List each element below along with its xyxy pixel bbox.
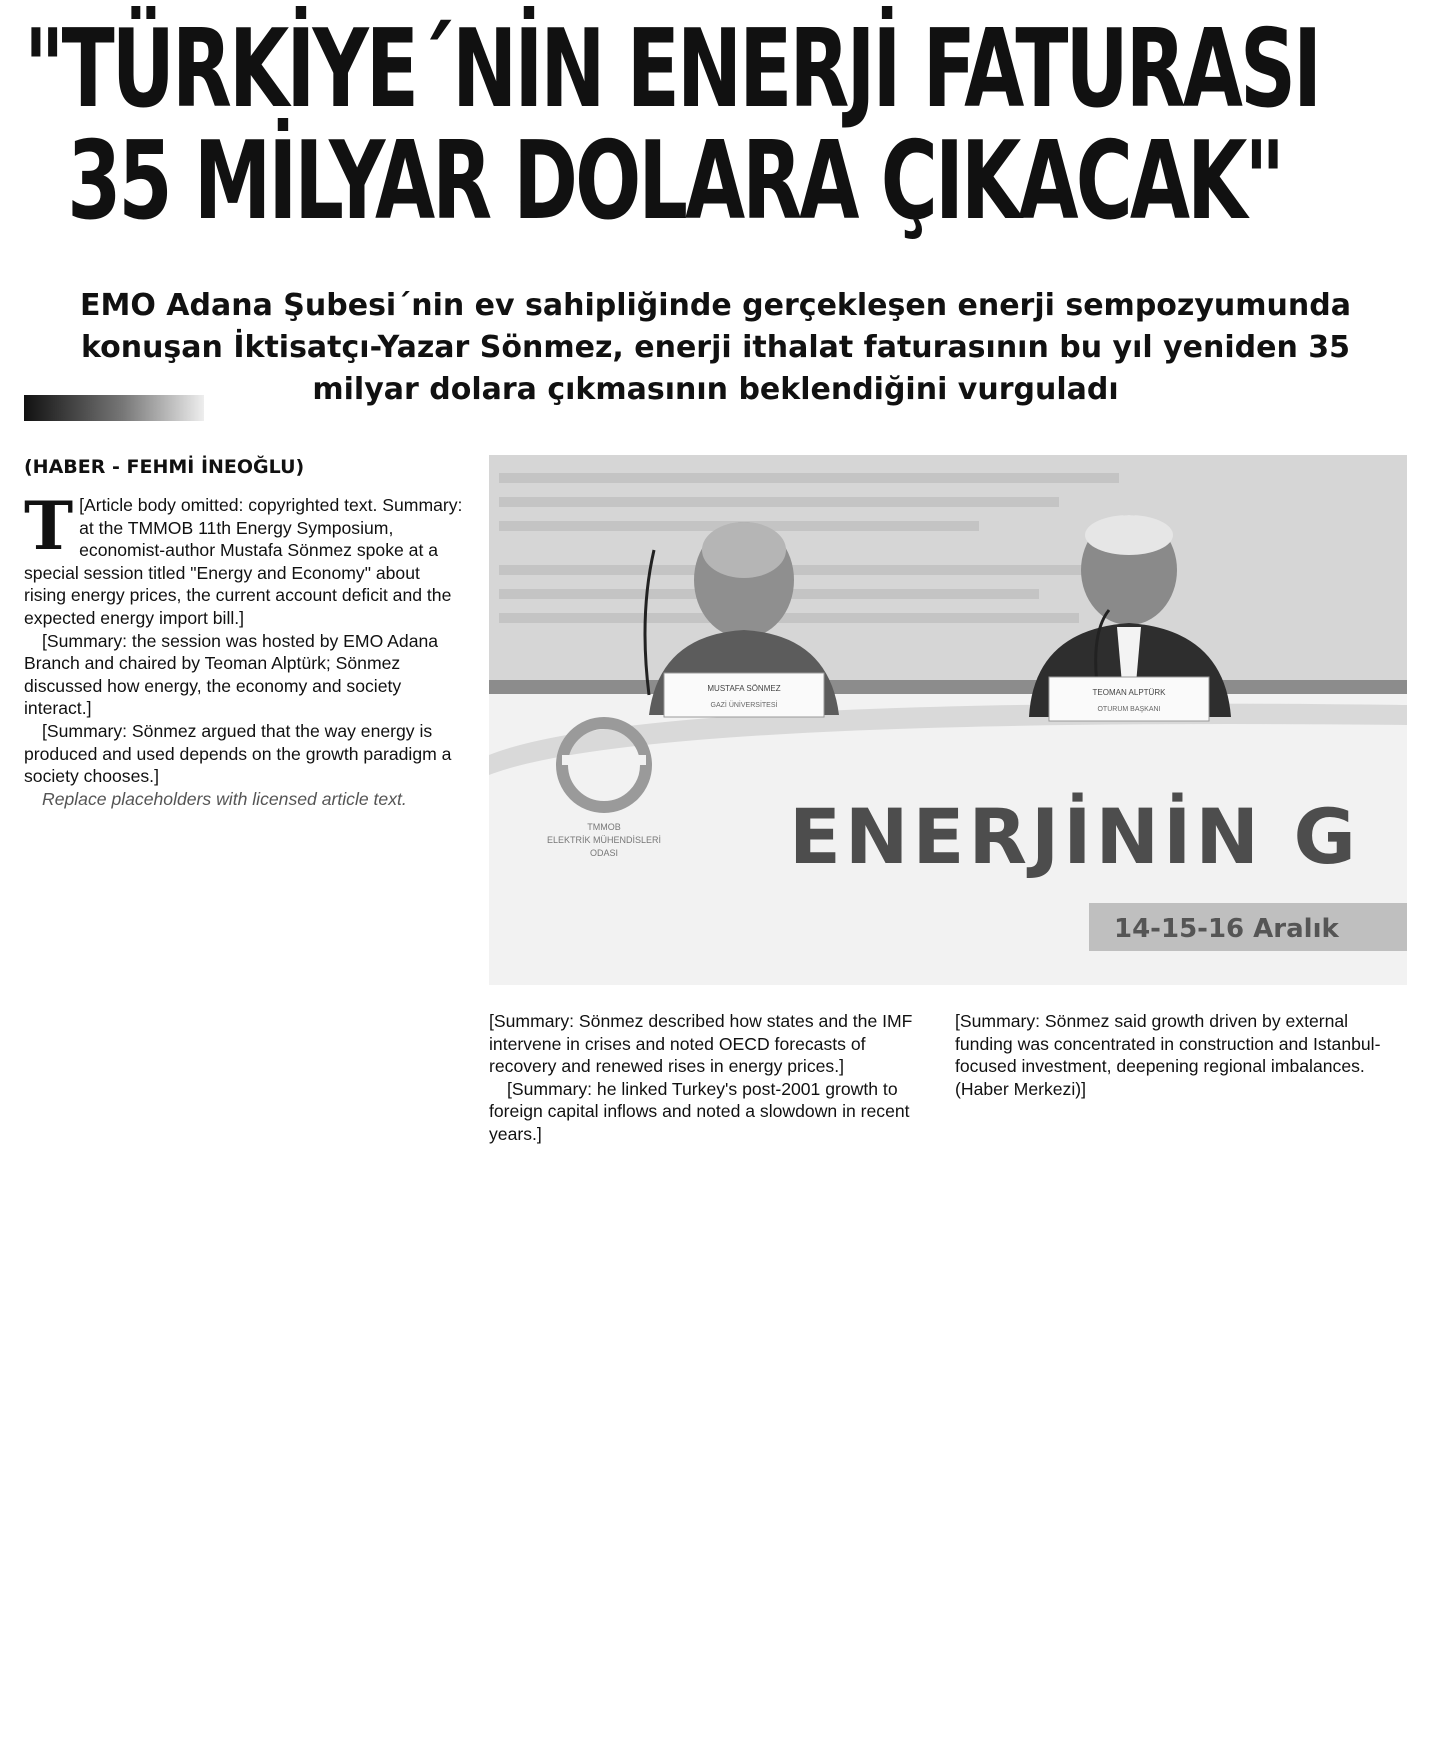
logo-text: ELEKTRİK MÜHENDİSLERİ — [546, 835, 662, 845]
nameplate-text: GAZİ ÜNİVERSİTESİ — [710, 702, 778, 709]
subheading: EMO Adana Şubesi´nin ev sahipliğinde gerçekleşen enerji sempozyumunda konuşan İktisatçı-Yazar Sönmez, enerji ithalat faturasının bu yıl yeniden 35 milyar dolara çıkmasının beklendiğini vurguladı — [80, 288, 1351, 407]
nameplate-text: OTURUM BAŞKANI — [1097, 706, 1161, 713]
logo-text: TMMOB — [587, 822, 621, 832]
banner-text: ENERJİNİN G — [789, 792, 1360, 881]
nameplate-text: TEOMAN ALPTÜRK — [1092, 688, 1166, 697]
article-column-1 — [24, 494, 464, 1730]
paragraph: [Summary: Sönmez argued that the way energy is produced and used depends on the growth paradigm a society chooses.] — [24, 720, 452, 787]
drop-cap: T — [24, 494, 74, 565]
nameplate-text: MUSTAFA SÖNMEZ — [707, 684, 781, 693]
paragraph: [Summary: Sönmez described how states and the IMF intervene in crises and noted OECD forecasts of recovery and renewed rises in energy prices.] — [489, 1011, 913, 1077]
paragraph: [Summary: he linked Turkey's post-2001 growth to foreign capital inflows and noted a slowdown in recent years.] — [489, 1078, 910, 1144]
article-photo — [489, 455, 1407, 985]
article-column-3 — [955, 1010, 1407, 1730]
gradient-rule — [24, 395, 204, 421]
nameplate-left — [664, 673, 824, 717]
byline: (HABER - FEHMİ İNEOĞLU) — [24, 456, 305, 478]
placeholder-note: Replace placeholders with licensed article text. — [42, 788, 407, 809]
logo-text: ODASI — [589, 848, 619, 858]
paragraph: [Summary: Sönmez said growth driven by external funding was concentrated in construction and Istanbul-focused investment, deepening regional imbalances. (Haber Merkezi)] — [955, 1011, 1381, 1099]
nameplate-right — [1049, 677, 1209, 721]
article-column-2 — [489, 1010, 919, 1730]
paragraph: [Article body omitted: copyrighted text. Summary: at the TMMOB 11th Energy Symposium, economist-author Mustafa Sönmez spoke at a special session titled "Energy and Economy" about rising energy prices, the current account deficit and the expected energy import bill.] — [24, 495, 463, 628]
banner-date: 14-15-16 Aralık — [1114, 914, 1339, 944]
headline-line-2: 35 MİLYAR DOLARA ÇIKACAK" — [67, 119, 1283, 244]
headline-line-1: "TÜRKİYE´NİN ENERJİ FATURASI — [24, 7, 1320, 132]
paragraph: [Summary: the session was hosted by EMO Adana Branch and chaired by Teoman Alptürk; Sönmez discussed how energy, the economy and society interact.] — [24, 630, 439, 719]
headline — [24, 7, 1320, 244]
